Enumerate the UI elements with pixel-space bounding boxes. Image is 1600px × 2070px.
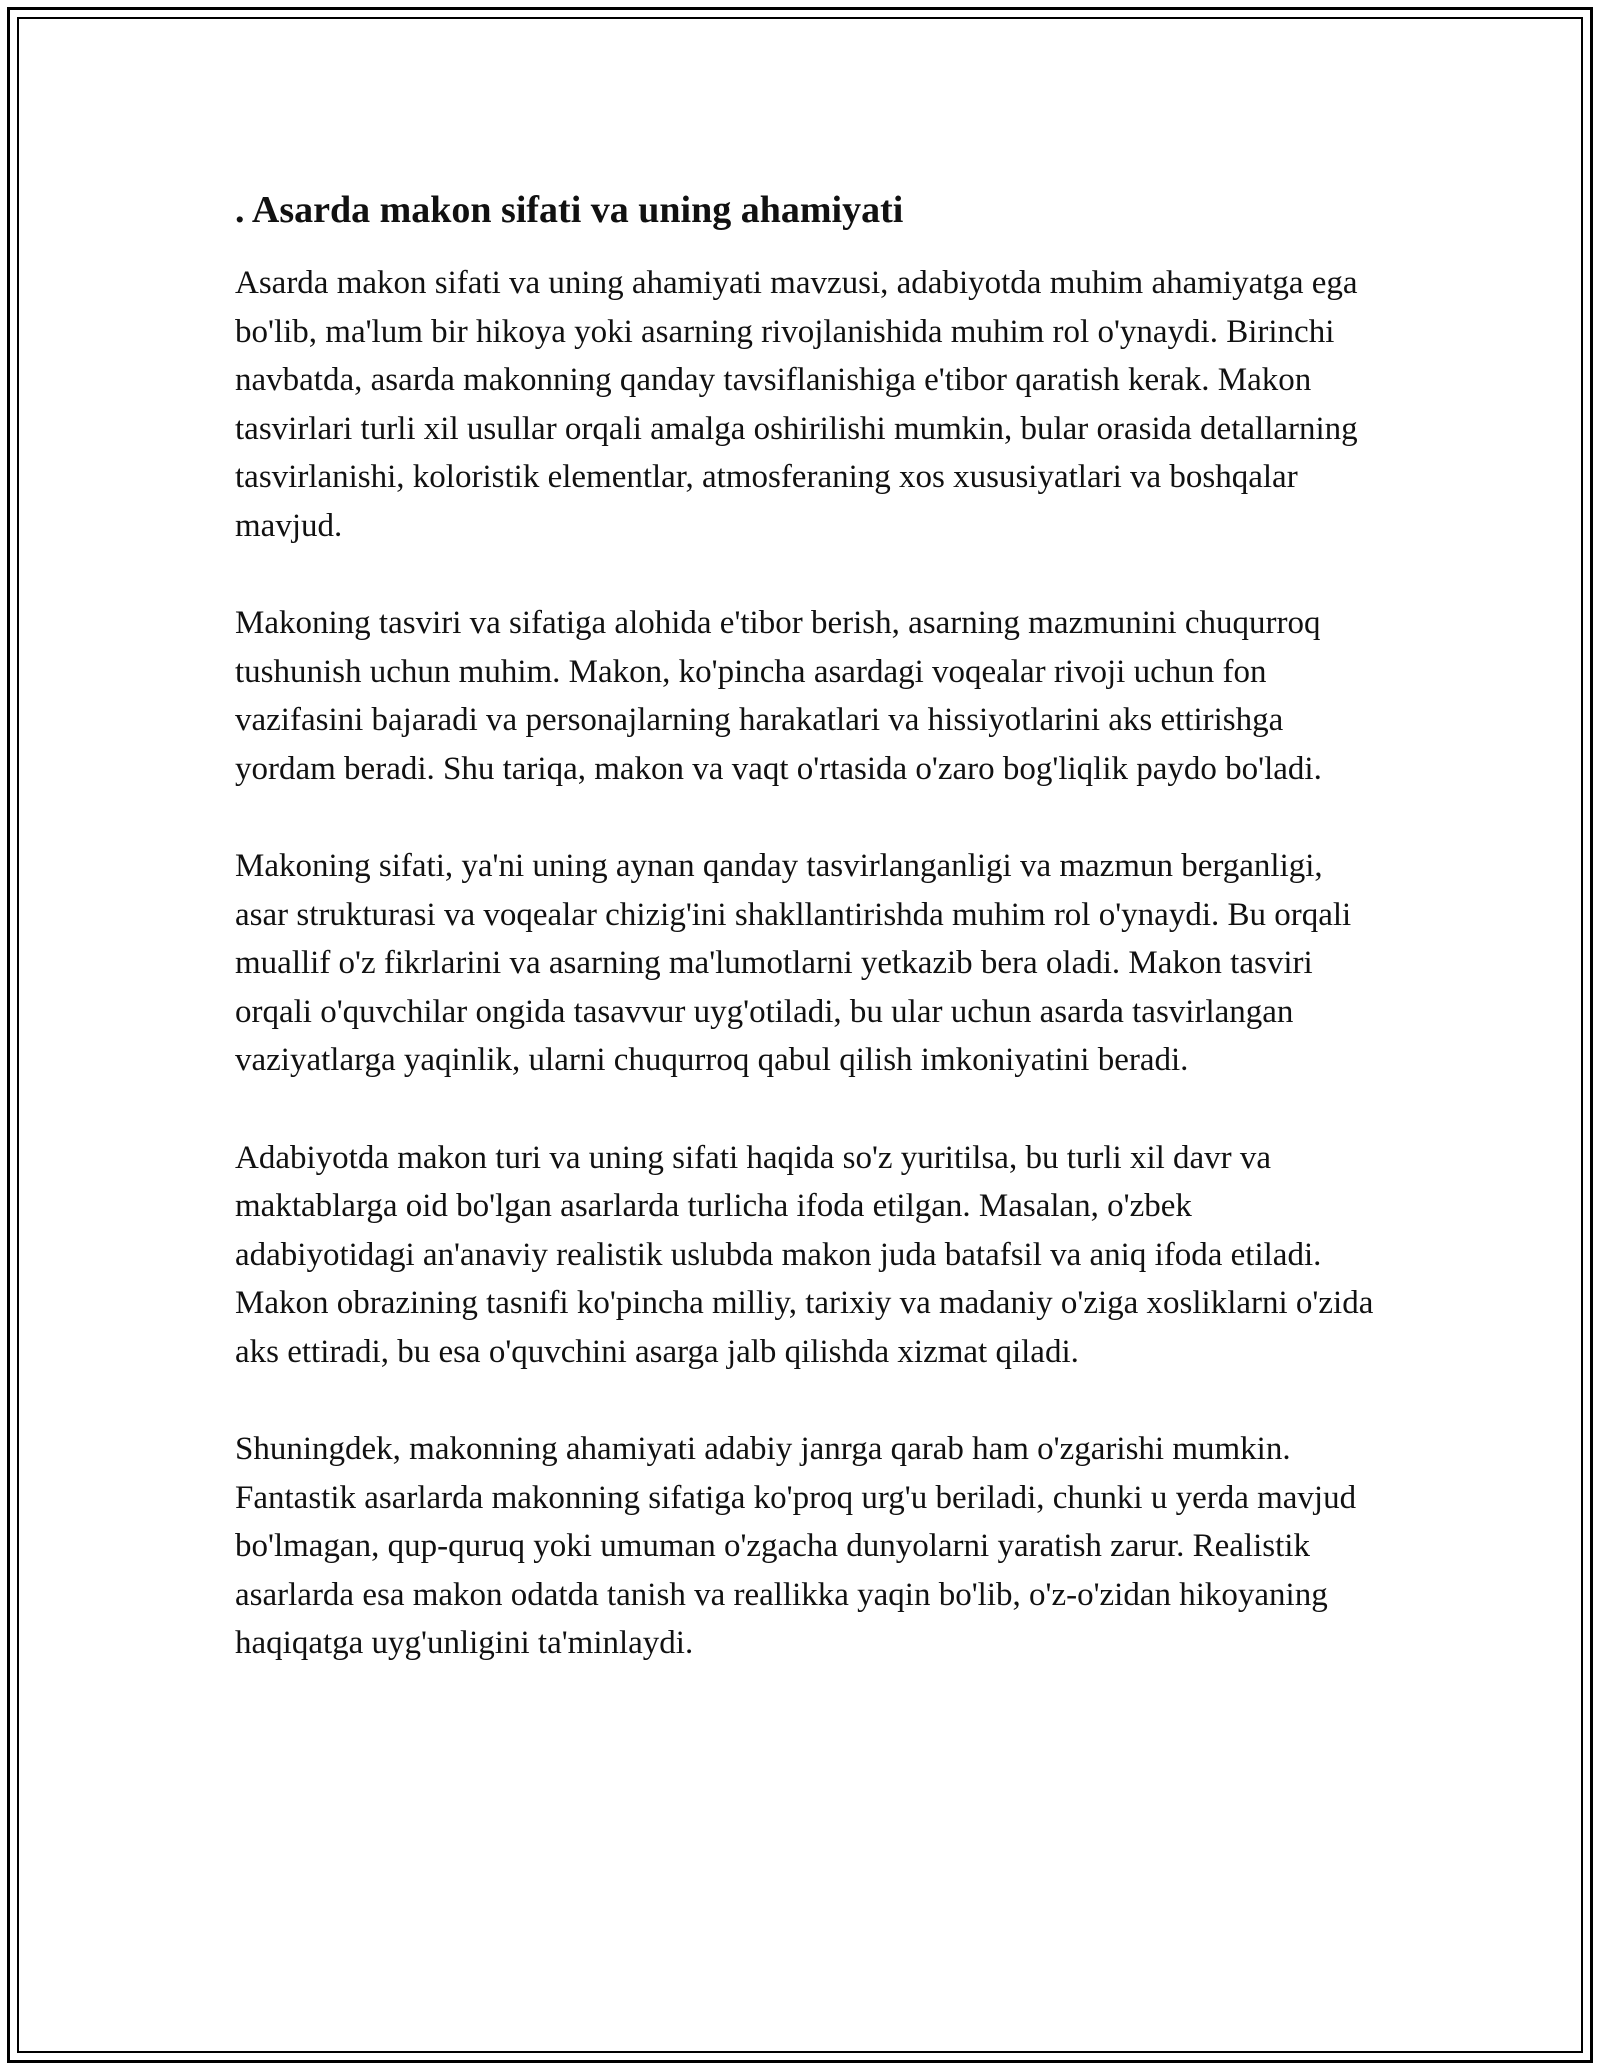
paragraph-1: Asarda makon sifati va uning ahamiyati mavzusi, adabiyotda muhim ahamiyatga ega bo'lib, ma'lum bir hikoya yoki asarning rivojlanishida muhim rol o'ynaydi. Birinchi navbatda, asarda makonning qanday tavsiflanishiga e'tibor qaratish kerak. Makon tasvirlari turli xil usullar orqali amalga oshirilishi mumkin, bular orasida detallarning tasvirlanishi, koloristik elementlar, atmosferaning xos xususiyatlari va boshqalar mavjud. (235, 265, 1358, 544)
paragraph-2: Makoning tasviri va sifatiga alohida e'tibor berish, asarning mazmunini chuqurroq tushunish uchun muhim. Makon, ko'pincha asardagi voqealar rivoji uchun fon vazifasini bajaradi va personajlarning harakatlari va hissiyotlarini aks ettirishga yordam beradi. Shu tariqa, makon va vaqt o'rtasida o'zaro bog'liqlik paydo bo'ladi. (235, 605, 1322, 787)
paragraph-5: Shuningdek, makonning ahamiyati adabiy janrga qarab ham o'zgarishi mumkin. Fantastik asarlarda makonning sifatiga ko'proq urg'u beriladi, chunki u yerda mavjud bo'lmagan, qup-quruq yoki umuman o'zgacha dunyolarni yaratish zarur. Realistik asarlarda esa makon odatda tanish va reallikka yaqin bo'lib, o'z-o'zidan hikoyaning haqiqatga uyg'unligini ta'minlaydi. (235, 1431, 1357, 1661)
document-page (235, 185, 1375, 1717)
document-title: . Asarda makon sifati va uning ahamiyati (235, 189, 904, 231)
paragraph-4: Adabiyotda makon turi va uning sifati haqida so'z yuritilsa, bu turli xil davr va maktablarga oid bo'lgan asarlarda turlicha ifoda etilgan. Masalan, o'zbek adabiyotidagi an'anaviy realistik uslubda makon juda batafsil va aniq ifoda etiladi. Makon obrazining tasnifi ko'pincha milliy, tarixiy va madaniy o'ziga xosliklarni o'zida aks ettiradi, bu esa o'quvchini asarga jalb qilishda xizmat qiladi. (235, 1139, 1374, 1370)
paragraph-3: Makoning sifati, ya'ni uning aynan qanday tasvirlanganligi va mazmun berganligi, asar strukturasi va voqealar chizig'ini shakllantirishda muhim rol o'ynaydi. Bu orqali muallif o'z fikrlarini va asarning ma'lumotlarni yetkazib bera oladi. Makon tasviri orqali o'quvchilar ongida tasavvur uyg'otiladi, bu ular uchun asarda tasvirlangan vaziyatlarga yaqinlik, ularni chuqurroq qabul qilish imkoniyatini beradi. (235, 848, 1352, 1078)
